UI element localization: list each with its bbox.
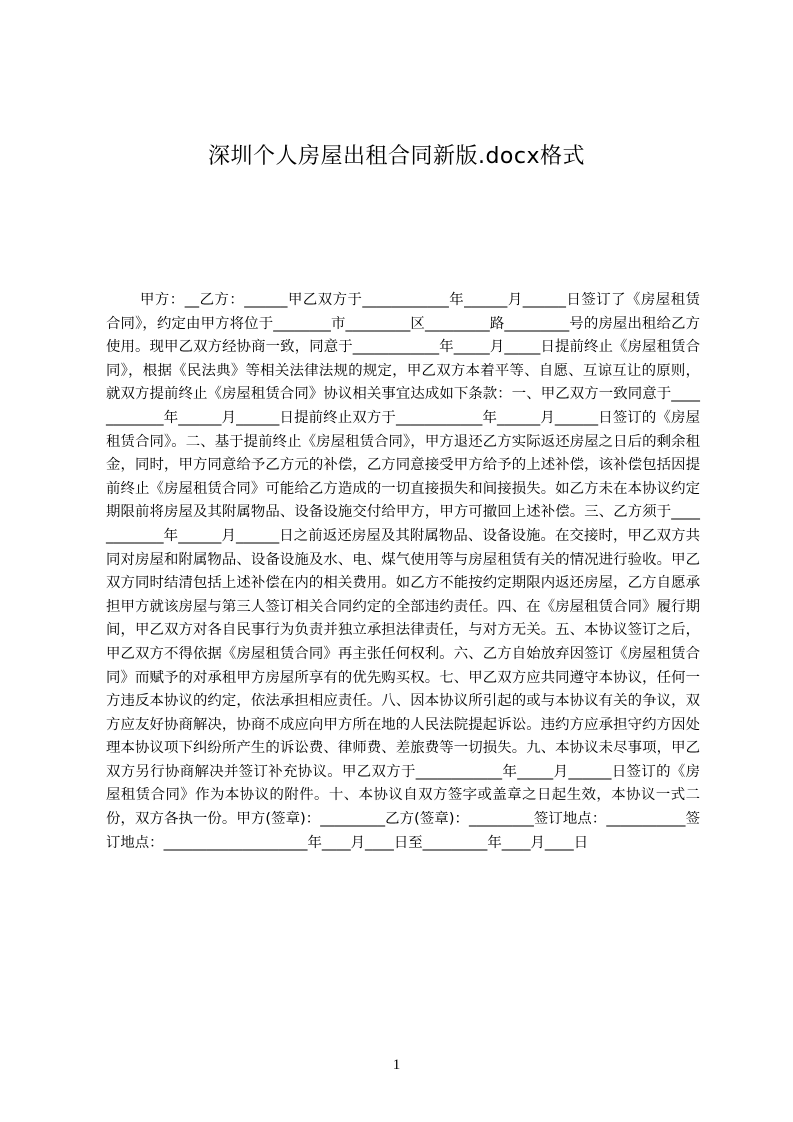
page-number: 1 — [392, 1057, 401, 1073]
document-title: 深圳个人房屋出租合同新版.docx格式 — [207, 144, 586, 169]
agreement-body-paragraph: 甲方：__乙方：______甲乙双方于____________年______月______日签订了《房屋租赁合同》，约定由甲方将位于________市_________区_________路_________号的房屋出租给乙方使用。现甲乙双方经协商一致，同意于____________年_____月_____日提前终止《房屋租赁合同》，根据《民法典》等相关法律法规的规定，甲乙双方本着平等、自愿、互谅互让的原则，就双方提前终止《房屋租赁合同》协议相关事宜达成如下条款：一、甲乙双方一致同意于____________年______月______日提前终止双方于____________年______月______日签订的《房屋租赁合同》。二、基于提前终止《房屋租赁合同》，甲方退还乙方实际返还房屋之日后的剩余租金，同时，甲方同意给予乙方元的补偿，乙方同意接受甲方给予的上述补偿，该补偿包括因提前终止《房屋租赁合同》可能给乙方造成的一切直接损失和间接损失。如乙方未在本协议约定期限前将房屋及其附属物品、设备设施交付给甲方，甲方可撤回上述补偿。三、乙方须于____________年______月______日之前返还房屋及其附属物品、设备设施。在交接时，甲乙双方共同对房屋和附属物品、设备设施及水、电、煤气使用等与房屋租赁有关的情况进行验收。甲乙双方同时结清包括上述补偿在内的相关费用。如乙方不能按约定期限内返还房屋，乙方自愿承担甲方就该房屋与第三人签订相关合同约定的全部违约责任。四、在《房屋租赁合同》履行期间，甲乙双方对各自民事行为负责并独立承担法律责任，与对方无关。五、本协议签订之后，甲乙双方不得依据《房屋租赁合同》再主张任何权利。六、乙方自始放弃因签订《房屋租赁合同》而赋予的对承租甲方房屋所享有的优先购买权。七、甲乙双方应共同遵守本协议，任何一方违反本协议的约定，依法承担相应责任。八、因本协议所引起的或与本协议有关的争议，双方应友好协商解决，协商不成应向甲方所在地的人民法院提起诉讼。违约方应承担守约方因处理本协议项下纠纷所产生的诉讼费、律师费、差旅费等一切损失。九、本协议未尽事项，甲乙双方另行协商解决并签订补充协议。甲乙双方于____________年_____月______日签订的《房屋租赁合同》作为本协议的附件。十、本协议自双方签字或盖章之日起生效，本协议一式二份，双方各执一份。甲方(签章)：_________乙方(签章)：_________签订地点：___________签订地点：____________________年____月____日至_________年____月____日 — [106, 292, 700, 851]
